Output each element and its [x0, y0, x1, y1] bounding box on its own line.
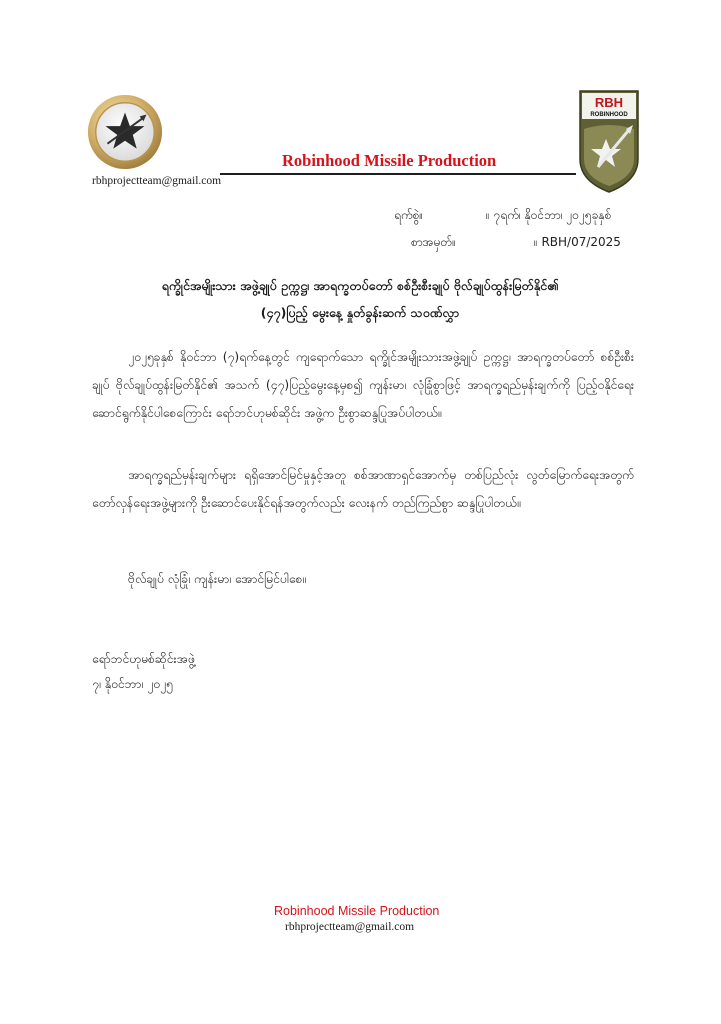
- date-label: ရက်စွဲ။: [394, 208, 424, 222]
- rbh-logo-text: RBH: [594, 95, 624, 110]
- robinhood-logo-subtext: ROBINHOOD: [590, 112, 628, 118]
- document-heading-line-2: (၄၇)ပြည့် မွေးနေ့ နှုတ်ခွန်းဆက် သဝဏ်လွှာ: [260, 305, 460, 320]
- signature-date: ၇၊ နိုဝင်ဘာ၊ ၂၀၂၅: [92, 677, 173, 691]
- footer-company-name: Robinhood Missile Production: [274, 904, 440, 918]
- company-title: Robinhood Missile Production: [282, 151, 497, 170]
- signature-organization: ရော်ဘင်ဟုမစ်ဆိုင်းအဖွဲ့: [92, 652, 195, 666]
- rbh-shield-logo: [578, 89, 640, 194]
- reference-number: ။ RBH/07/2025: [534, 235, 621, 249]
- reference-label: စာအမှတ်။: [411, 235, 456, 249]
- body-paragraph-3: ဗိုလ်ချုပ် လုံခြုံ၊ ကျန်းမာ၊ အောင်မြင်ပါစေ။: [128, 572, 307, 586]
- header-email: rbhprojectteam@gmail.com: [92, 175, 222, 187]
- document-heading-line-1: ရက္ခိုင်အမျိုးသား အဖွဲ့ချုပ် ဥက္ကဋ္ဌ၊ အာရက္ခတပ်တော် စစ်ဦးစီးချုပ် ဗိုလ်ချုပ်ထွန်းမြတ်နိုင်၏: [161, 278, 559, 293]
- footer-email: rbhprojectteam@gmail.com: [285, 921, 415, 933]
- robinhood-gold-logo: [86, 93, 164, 171]
- body-paragraph-2: အာရက္ခရည်မှန်းချက်များ ရရှိအောင်မြင်မှုနှင့်အတူ စစ်အာဏာရှင်အောက်မှ တစ်ပြည်လုံး လွတ်မြောက်ရေးအတွက် တော်လှန်ရေးအဖွဲ့များကို ဦးဆောင်ပေးနိုင်ရန်အတွက်လည်း လေးနက် တည်ကြည်စွာ ဆန္ဒပြုပါတယ်။: [92, 468, 634, 510]
- header-divider: [220, 173, 576, 175]
- date-value: ။ ၇ရက်၊ နိုဝင်ဘာ၊ ၂၀၂၅ခုနှစ်: [486, 208, 612, 222]
- body-paragraph-1: ၂၀၂၅ခုနှစ် နိုဝင်ဘာ (၇)ရက်နေ့တွင် ကျရောက်သော ရက္ခိုင်အမျိုးသားအဖွဲ့ချုပ် ဥက္ကဋ္ဌ၊ အာရက္ခတပ်တော် စစ်ဦးစီးချုပ် ဗိုလ်ချုပ်ထွန်းမြတ်နိုင်၏ အသက် (၄၇)ပြည့်မွေးနေ့မှစ၍ ကျန်းမာ၊ လုံခြုံစွာဖြင့် အာရက္ခရည်မှန်းချက်ကို ပြည့်ဝနိုင်ရေး ဆောင်ရွက်နိုင်ပါစေကြောင်း ရော်ဘင်ဟုမစ်ဆိုင်း အဖွဲ့က ဦးစွာဆန္ဒပြုအပ်ပါတယ်။: [92, 350, 634, 420]
